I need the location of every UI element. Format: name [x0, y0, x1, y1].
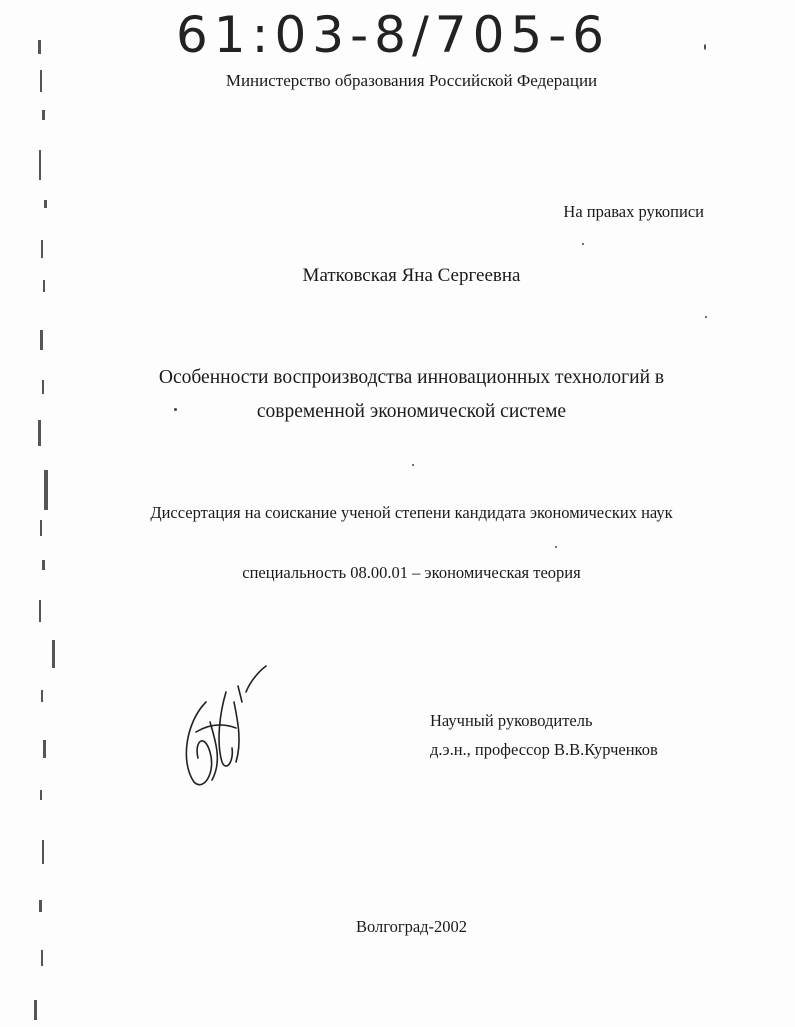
archive-code-text: 61:03-8/705-6: [176, 6, 611, 62]
author-name: Матковская Яна Сергеевна: [302, 265, 521, 286]
thesis-title-line-2: современной экономической системе: [256, 401, 567, 422]
supervisor-label: Научный руководитель: [430, 711, 593, 730]
ministry-header: Министерство образования Российской Федерации: [225, 71, 598, 90]
archive-code-handwritten: [172, 2, 632, 62]
rights-note: На правах рукописи: [563, 202, 704, 221]
scan-speck: [174, 408, 177, 411]
city-year: Волгоград-2002: [355, 917, 468, 936]
scan-speck: [582, 243, 584, 245]
speciality-code: специальность 08.00.01 – экономическая теория: [242, 563, 581, 582]
scan-speck: [412, 464, 414, 466]
scan-speck: [705, 316, 707, 318]
scan-speck: [704, 44, 706, 50]
dissertation-degree: Диссертация на соискание ученой степени кандидата экономических наук: [150, 503, 673, 522]
supervisor-name: д.э.н., профессор В.В.Курченков: [430, 740, 658, 759]
archive-code-graphic: [172, 2, 632, 62]
thesis-title-line-1: Особенности воспроизводства инновационных технологий в: [158, 367, 665, 388]
scan-speck: [555, 546, 557, 548]
signature-mark: [176, 662, 276, 792]
